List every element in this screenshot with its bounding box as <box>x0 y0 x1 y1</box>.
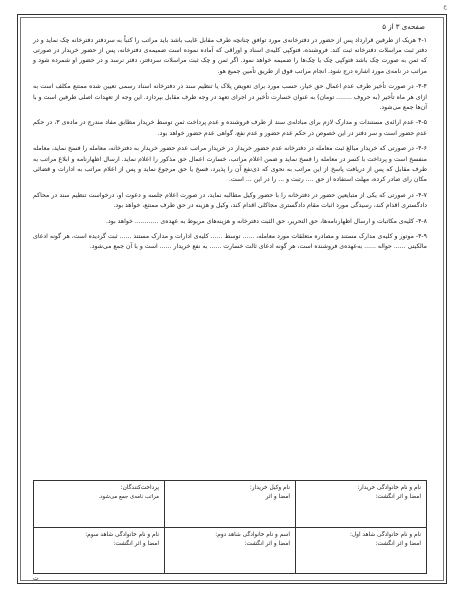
signature-row <box>34 481 427 528</box>
witness-2-cell[interactable] <box>165 527 296 574</box>
payers-label: پرداخت‌کنندگان: <box>120 485 159 491</box>
clause-4-1: ۴-۱ هریک از طرفین قرارداد پس از حضور در دفترخانه‌ی مورد توافق چنانچه طرف مقابل غایب باشد باید مراتب را کتباً به سردفتر دفترخانه چک نماید و در دفتر ثبت مراسلات دفترخانه ثبت کند. فروشنده، فتوکپی کلیه‌ی اسناد و اوراقی که آماده نموده است ضمیمه‌ی دفترخانه، پس از حضور خریدار در صورتی که ثمن به صورت چک باشد فتوکپی چک یا چک‌ها را ضمیمه خواهد نمود. اگر ثمن و چک ثبت مراسلات سردفتر، دفتر نرسد و در حضور او شمرده شود و مراتب در نامه‌ی مورد اشاره درج شود. انجام مراتب فوق از طریق تأمین جمیع هو. <box>33 37 427 75</box>
witness-2-label: اسم و نام خانوادگی شاهد دوم: <box>215 531 290 538</box>
page-number: صفحه‌ی ۳ از ۵ <box>382 23 425 31</box>
witness-3-sign-label: امضا و اثر انگشت: <box>113 540 159 547</box>
witness-2-sign-label: امضا و اثر انگشت: <box>244 540 290 547</box>
bottom-mark: ت <box>33 575 39 582</box>
buyer-agent-sign-label: امضا و اثر <box>265 494 290 500</box>
buyer-agent-signature-cell[interactable] <box>165 481 296 528</box>
sig-note: مراتب نامه‌ی جمع می‌شود. <box>98 494 159 500</box>
clause-4-7: ۴-۷- در صورتی که یکی از متبایعین حضور در دفترخانه را با حضور وکیل مطالبه نماید، در صورت اعلام جلسه و دعوت او، درخواست تنظیم سند در محاکم دادگستری اقدام کند، رسیدگی مورد اثبات مقام دادگستری مجاکلی اقدام کند، وکیل و هزینه در حق طرف ممتنع، خواهد بود. <box>33 191 427 209</box>
buyer-signature-cell[interactable] <box>296 481 427 528</box>
witness-3-cell[interactable] <box>34 527 165 574</box>
witness-1-label: نام و نام خانوادگی شاهد اول: <box>350 531 421 538</box>
witness-1-sign-label: امضا و اثر انگشت: <box>375 540 421 547</box>
clause-4-5: ۴-۵- عدم ارائه‌ی مستندات و مدارک لازم برای مبادله‌ی سند از طرف فروشنده و عدم پرداخت ثمن توسط خریدار مطابق مفاد مندرج در ماده‌ی ۳، در حکم عدم حضور است و سر دفتر در این خصوص در حکم عدم حضور و عدم نفع، گواهی عدم حضور خواهد بود. <box>33 119 427 137</box>
witness-3-label: نام و نام خانوادگی شاهد سوم: <box>85 531 159 538</box>
clause-4-9: ۴-۹- موتور و کلیه‌ی مدارک مستند و مصادره متعلقات مورد معامله، ...... توسط ...... کلیه‌ی ادارات و مدارک مستند ...... ثبت گردیده است، هر گونه ادعای مالکیتی ...... حواله ...... به‌عهده‌ی فروشنده است، هر گونه ادعای ثالث خسارت ...... به نفع خریدار ...... است و با آن جمع می‌شود. <box>33 233 427 251</box>
clause-4-4: ۴-۴- در صورت تأخیر طرف عدم اعمال حق خیار، حسب مورد برای تعویض پلاک یا تنظیم سند در دفترخانه اسناد رسمی تعیین شده ممتنع مکلف است به ازای هر ماه تأخیر (به حروف ........ تومان) به عنوان خسارت تأخیر در اجرای تعهد در وجه طرف مقابل بپردازد. این وجه از تعهدات اصلی طرفین است و با آن‌ها جمع می‌شود. <box>33 83 427 111</box>
buyer-agent-label: نام وکیل خریدار: <box>249 485 290 491</box>
signature-table <box>33 480 427 574</box>
witness-1-cell[interactable] <box>296 527 427 574</box>
buyer-sign-label: امضا و اثر انگشت: <box>375 494 421 500</box>
clause-4-6: ۴-۶- در صورتی که خریدار مبالغ ثبت معامله در دفترخانه عدم حضور خریدار در خریدار مراتب عدم حضور خریدار به دفترخانه، معامله را فسخ نماید، معامله منفسخ است و پرداخت با کسر در معامله را فسخ نماید و ضمن اعلام مراتب، خسارت اعمال حق مذکور را اعلام نماید. ارسال اظهارنامه و ابلاغ مراتب به طرف مقابل که پس از دریافت پاسخ از این مراتب به نحوی که ذی‌نفع آن را پذیرد، فسخ یا حق مرجوع نماید و پس از اعلام مراتب به ادارات و قضائی مکان رای صادر کرده، مهلت استفاده از حق .... رتبت و ... را در این ... است. <box>33 145 427 183</box>
corner-mark: ع <box>443 3 447 10</box>
signature-row <box>34 527 427 574</box>
buyer-name-label: نام و نام خانوادگی خریدار: <box>357 485 421 491</box>
clause-4-8: ۴-۸- کلیه‌ی مکاتبات و ارسال اظهارنامه‌ها، حق التحریر، حق الثبت دفترخانه و هزینه‌های مربوط به عهده‌ی ............ خواهد بود. <box>106 217 427 225</box>
contract-body <box>33 36 427 258</box>
payers-cell[interactable] <box>34 481 165 528</box>
